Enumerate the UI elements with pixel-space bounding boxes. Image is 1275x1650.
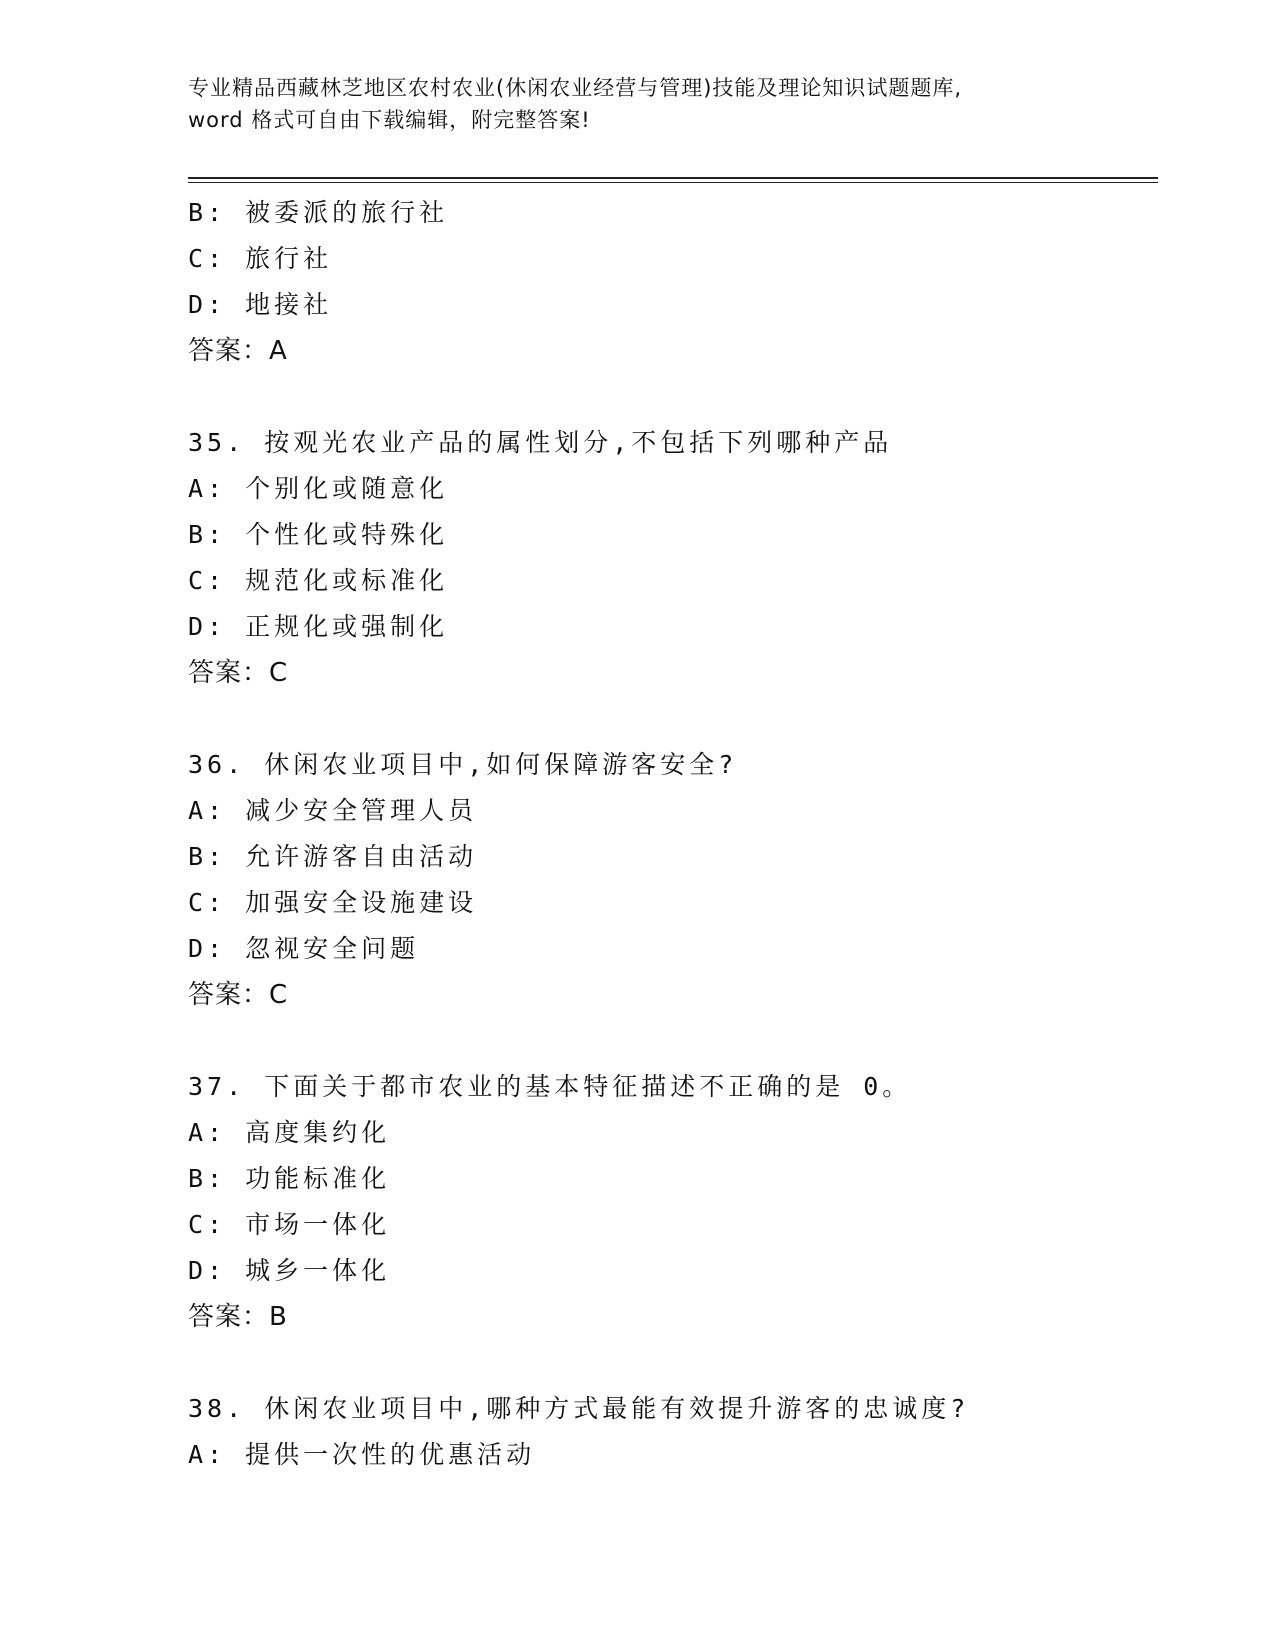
answer-line: 答案：A: [188, 336, 288, 366]
question-list: [188, 190, 1168, 1478]
option-text: 高度集约化: [245, 1118, 391, 1147]
answer-line: 答案：C: [188, 980, 289, 1010]
option-label: D:: [188, 612, 227, 641]
option-label: C:: [188, 566, 227, 595]
option-text: 正规化或强制化: [245, 612, 449, 641]
option-text: 加强安全设施建设: [245, 888, 478, 917]
option-text: 允许游客自由活动: [245, 842, 478, 871]
option-text: 减少安全管理人员: [245, 796, 478, 825]
option-label: D:: [188, 290, 227, 319]
option-c: [188, 1202, 1168, 1248]
option-d: [188, 282, 1168, 328]
question-stem: 37. 下面关于都市农业的基本特征描述不正确的是 0。: [188, 1072, 912, 1101]
option-label: A:: [188, 1118, 227, 1147]
option-d: [188, 926, 1168, 972]
option-label: A:: [188, 796, 227, 825]
option-text: 功能标准化: [245, 1164, 391, 1193]
option-text: 个性化或特殊化: [245, 520, 449, 549]
question-stem: 38. 休闲农业项目中,哪种方式最能有效提升游客的忠诚度?: [188, 1394, 970, 1423]
option-d: [188, 604, 1168, 650]
option-text: 提供一次性的优惠活动: [245, 1440, 536, 1469]
option-label: A:: [188, 474, 227, 503]
header-title-line-1: 专业精品西藏林芝地区农村农业(休闲农业经营与管理)技能及理论知识试题题库,: [188, 76, 963, 100]
option-a: [188, 1110, 1168, 1156]
option-a: [188, 466, 1168, 512]
option-label: B:: [188, 1164, 227, 1193]
option-label: B:: [188, 842, 227, 871]
option-label: D:: [188, 1256, 227, 1285]
option-c: [188, 880, 1168, 926]
header-divider-top: [188, 177, 1158, 179]
option-label: B:: [188, 198, 227, 227]
option-a: [188, 1432, 1168, 1478]
option-text: 城乡一体化: [245, 1256, 391, 1285]
header-title-line-2: word 格式可自由下载编辑，附完整答案!: [188, 108, 591, 132]
header-divider-bottom: [188, 182, 1158, 183]
option-label: C:: [188, 1210, 227, 1239]
option-label: C:: [188, 244, 227, 273]
option-c: [188, 558, 1168, 604]
option-label: C:: [188, 888, 227, 917]
option-a: [188, 788, 1168, 834]
option-d: [188, 1248, 1168, 1294]
option-text: 旅行社: [245, 244, 333, 273]
question-stem: 35. 按观光农业产品的属性划分,不包括下列哪种产品: [188, 428, 893, 457]
question-stem: 36. 休闲农业项目中,如何保障游客安全?: [188, 750, 738, 779]
option-b: [188, 190, 1168, 236]
document-header: [188, 72, 1088, 136]
answer-line: 答案：B: [188, 1302, 288, 1332]
option-label: B:: [188, 520, 227, 549]
option-text: 个别化或随意化: [245, 474, 449, 503]
option-text: 忽视安全问题: [245, 934, 420, 963]
option-b: [188, 1156, 1168, 1202]
option-text: 市场一体化: [245, 1210, 391, 1239]
option-label: D:: [188, 934, 227, 963]
option-text: 被委派的旅行社: [245, 198, 449, 227]
option-c: [188, 236, 1168, 282]
option-text: 规范化或标准化: [245, 566, 449, 595]
option-text: 地接社: [245, 290, 333, 319]
option-b: [188, 512, 1168, 558]
option-label: A:: [188, 1440, 227, 1469]
option-b: [188, 834, 1168, 880]
answer-line: 答案：C: [188, 658, 289, 688]
